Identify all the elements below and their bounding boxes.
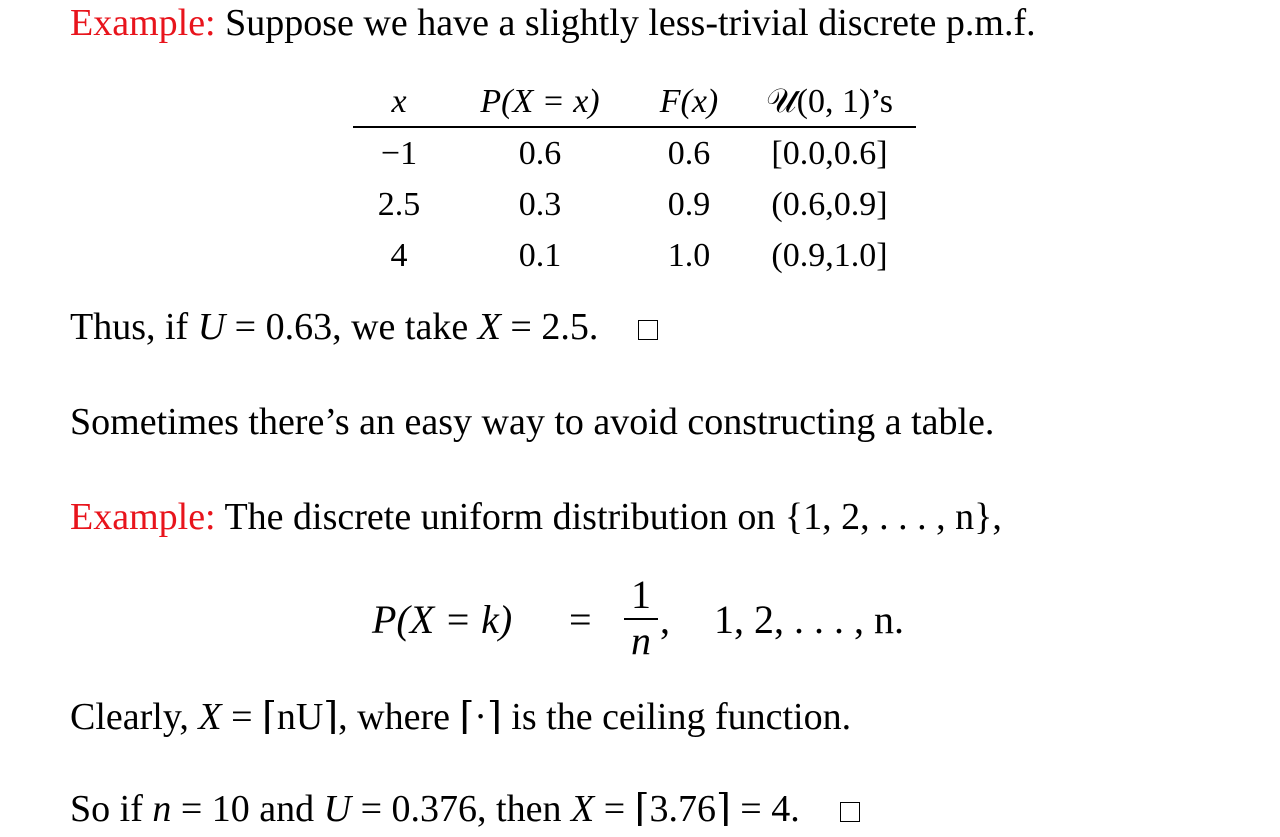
thus-text-2: = 0.63, we take <box>225 306 478 348</box>
cell-x: −1 <box>380 134 418 172</box>
var-u: U <box>323 788 352 830</box>
table-row <box>353 127 916 179</box>
var-u: U <box>197 306 226 348</box>
cell-pmf: 0.3 <box>518 185 562 223</box>
cell-interval: (0.6,0.9] <box>771 185 888 223</box>
cell-interval: [0.0,0.6] <box>771 134 888 172</box>
clearly-text-4: is the ceiling function. <box>501 696 852 738</box>
cell-cdf: 0.9 <box>667 185 711 223</box>
example1-line <box>70 0 1036 46</box>
equation-rhs: 1, 2, . . . , n. <box>714 597 904 642</box>
cell-x: 2.5 <box>377 185 421 223</box>
header-x: x <box>391 83 407 120</box>
example1-label: Example: <box>70 2 216 44</box>
fraction-denominator: n <box>631 618 651 663</box>
equation-lhs: P(X = k) <box>372 597 513 642</box>
example1-text: Suppose we have a slightly less-trivial discrete p.m.f. <box>225 2 1036 44</box>
pmf-table <box>353 78 916 281</box>
fraction-numerator: 1 <box>631 572 651 617</box>
sometimes-line: Sometimes there’s an easy way to avoid constructing a table. <box>70 401 995 443</box>
ceiling-notation: ⌈·⌉ <box>459 696 502 738</box>
equation-comma: , <box>660 597 670 642</box>
example2-label: Example: <box>70 496 216 538</box>
clearly-text-2: = ⌈nU⌉ <box>221 696 339 738</box>
qed-square-icon <box>840 802 860 822</box>
soif-line <box>70 786 860 832</box>
thus-line <box>70 304 658 350</box>
cell-x: 4 <box>390 236 408 274</box>
header-pmf: P(X = x) <box>480 83 600 120</box>
example2-end: , <box>992 496 1002 538</box>
qed-square-icon <box>638 320 658 340</box>
table-row <box>353 230 916 281</box>
table-header-row <box>353 78 916 127</box>
var-x: X <box>477 306 501 348</box>
var-x: X <box>198 696 222 738</box>
soif-text-1: So if <box>70 788 153 830</box>
cell-pmf: 0.1 <box>518 236 562 274</box>
clearly-text-3: , where <box>338 696 460 738</box>
soif-text-4: = ⌈3.76⌉ = 4. <box>594 788 800 830</box>
var-n: n <box>152 788 172 830</box>
table-row <box>353 179 916 230</box>
thus-text-3: = 2.5. <box>500 306 599 348</box>
soif-text-3: = 0.376, then <box>351 788 571 830</box>
header-uniform-intervals: 𝒰(0, 1)’s <box>766 83 893 120</box>
example2-line <box>70 494 1002 540</box>
header-cdf: F(x) <box>659 83 719 120</box>
cell-cdf: 1.0 <box>667 236 711 274</box>
example2-text: The discrete uniform distribution on <box>224 496 785 538</box>
thus-text-1: Thus, if <box>70 306 198 348</box>
equation-equals: = <box>569 597 592 642</box>
cell-cdf: 0.6 <box>667 134 711 172</box>
cell-pmf: 0.6 <box>518 134 562 172</box>
soif-text-2: = 10 and <box>171 788 324 830</box>
var-x: X <box>570 788 595 830</box>
clearly-text-1: Clearly, <box>70 696 199 738</box>
set-notation: {1, 2, . . . , n} <box>784 496 993 538</box>
clearly-line <box>70 694 851 740</box>
cell-interval: (0.9,1.0] <box>771 236 888 274</box>
equation-fraction <box>624 572 658 663</box>
